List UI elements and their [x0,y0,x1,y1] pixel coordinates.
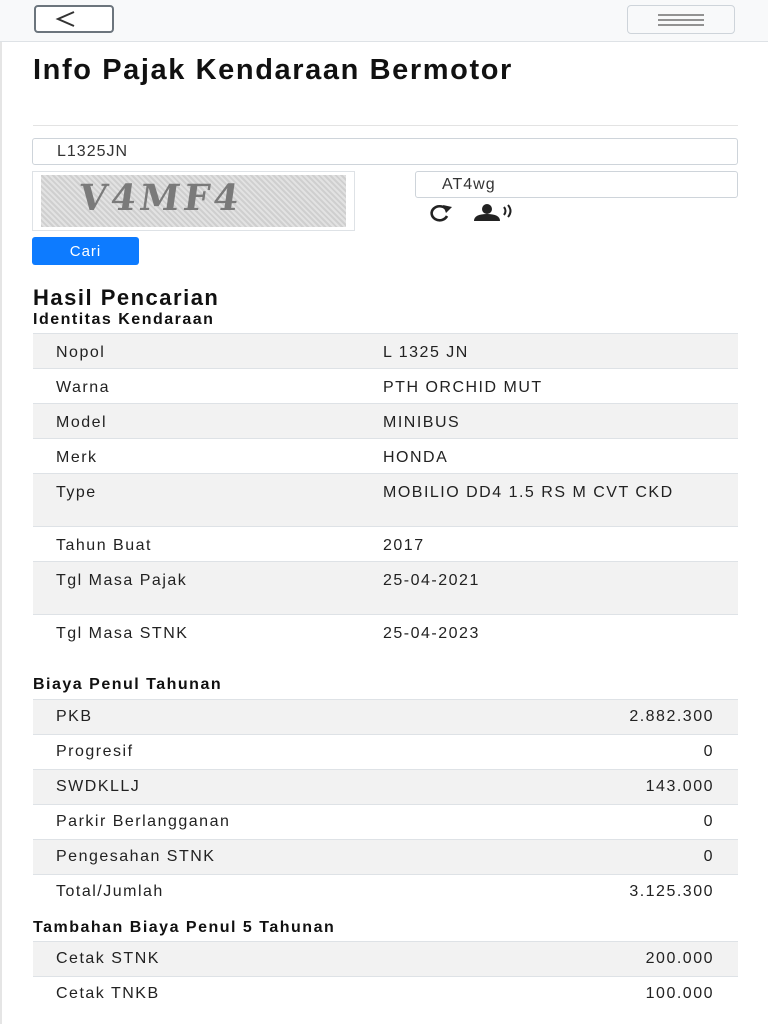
row-value: HONDA [383,439,738,474]
row-label: Progresif [33,735,487,770]
row-label: PKB [33,700,487,735]
table-row [33,474,738,527]
annual-fee-table [33,699,738,910]
back-button[interactable] [34,5,114,33]
annual-fee-heading: Biaya Penul Tahunan [33,676,223,693]
table-row [33,334,738,369]
chevron-left-icon [54,10,78,28]
five-year-fee-table [33,941,738,1012]
row-label: Tahun Buat [33,527,383,562]
row-value: PTH ORCHID MUT [383,369,738,404]
row-value: 2017 [383,527,738,562]
table-row [33,439,738,474]
identity-heading: Identitas Kendaraan [33,311,215,328]
hamburger-menu-icon [658,14,704,26]
row-value: 25-04-2023 [383,615,738,668]
page-left-border [0,0,2,1024]
search-button[interactable]: Cari [32,237,139,265]
table-row [33,700,738,735]
row-value: MINIBUS [383,404,738,439]
table-row [33,770,738,805]
table-row [33,977,738,1012]
captcha-image-text: V4MF4 [76,177,246,219]
table-row [33,562,738,615]
row-value: 0 [487,805,738,840]
row-label: Cetak TNKB [33,977,441,1012]
row-value: 0 [487,735,738,770]
row-label: Tgl Masa Pajak [33,562,383,615]
row-value: MOBILIO DD4 1.5 RS M CVT CKD [383,474,738,527]
row-value: 0 [487,840,738,875]
row-label: Pengesahan STNK [33,840,487,875]
row-label: Model [33,404,383,439]
identity-table [33,333,738,668]
refresh-icon[interactable] [421,203,455,223]
table-row [33,615,738,668]
results-heading: Hasil Pencarian [33,285,220,310]
table-row [33,942,738,977]
table-row [33,840,738,875]
row-label: Type [33,474,383,527]
row-value: 100.000 [441,977,738,1012]
table-row [33,735,738,770]
top-navbar [0,0,768,42]
row-label: Merk [33,439,383,474]
row-value: 3.125.300 [487,875,738,910]
row-value: 25-04-2021 [383,562,738,615]
row-label: SWDKLLJ [33,770,487,805]
row-label: Total/Jumlah [33,875,487,910]
captcha-input[interactable] [415,171,738,198]
row-label: Warna [33,369,383,404]
table-row [33,805,738,840]
five-year-fee-heading: Tambahan Biaya Penul 5 Tahunan [33,919,336,936]
plate-number-input[interactable] [32,138,738,165]
captcha-image [41,175,346,227]
table-row [33,527,738,562]
row-label: Parkir Berlangganan [33,805,487,840]
table-row [33,404,738,439]
row-label: Tgl Masa STNK [33,615,383,668]
row-value: L 1325 JN [383,334,738,369]
row-value: 143.000 [487,770,738,805]
table-row [33,875,738,910]
table-row [33,369,738,404]
page-title: Info Pajak Kendaraan Bermotor [33,54,513,86]
audio-captcha-icon[interactable] [470,203,516,223]
menu-toggle-button[interactable] [627,5,735,34]
title-divider [33,125,738,126]
row-label: Cetak STNK [33,942,441,977]
row-value: 2.882.300 [487,700,738,735]
row-label: Nopol [33,334,383,369]
row-value: 200.000 [441,942,738,977]
captcha-image-box [32,171,355,231]
